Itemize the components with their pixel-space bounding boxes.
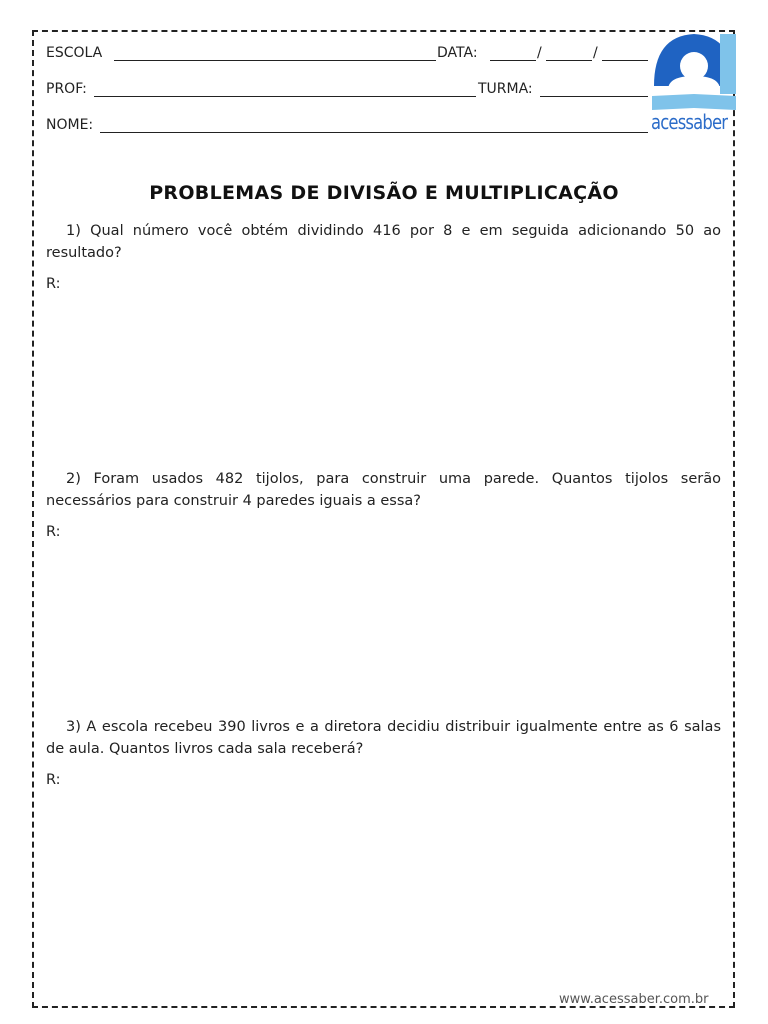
answer-label-2: R: <box>46 524 61 540</box>
nome-label: NOME: <box>46 117 94 133</box>
day-field[interactable] <box>490 60 536 61</box>
prof-field[interactable] <box>94 96 476 97</box>
nome-field[interactable] <box>100 132 648 133</box>
answer-label-1: R: <box>46 276 61 292</box>
date-separator: / <box>593 45 598 61</box>
footer-url[interactable]: www.acessaber.com.br <box>559 992 709 1007</box>
escola-label: ESCOLA <box>46 45 103 61</box>
answer-label-3: R: <box>46 772 61 788</box>
question-1: 1) Qual número você obtém dividindo 416 por 8 e em seguida adicionando 50 ao resultado? <box>46 223 721 261</box>
page-title: PROBLEMAS DE DIVISÃO E MULTIPLICAÇÃO <box>149 182 619 204</box>
logo-text: acessaber <box>651 110 728 134</box>
page-border <box>32 30 735 1008</box>
question-3: 3) A escola recebeu 390 livros e a diretora decidiu distribuir igualmente entre as 6 salas de aula. Quantos livros cada sala receberá? <box>46 719 721 757</box>
question-2: 2) Foram usados 482 tijolos, para construir uma parede. Quantos tijolos serão necessários para construir 4 paredes iguais a essa? <box>46 471 721 509</box>
month-field[interactable] <box>546 60 592 61</box>
prof-label: PROF: <box>46 81 87 97</box>
turma-label: TURMA: <box>478 81 533 97</box>
turma-field[interactable] <box>540 96 648 97</box>
escola-field[interactable] <box>114 60 436 61</box>
date-separator: / <box>537 45 542 61</box>
data-label: DATA: <box>437 45 478 61</box>
year-field[interactable] <box>602 60 648 61</box>
